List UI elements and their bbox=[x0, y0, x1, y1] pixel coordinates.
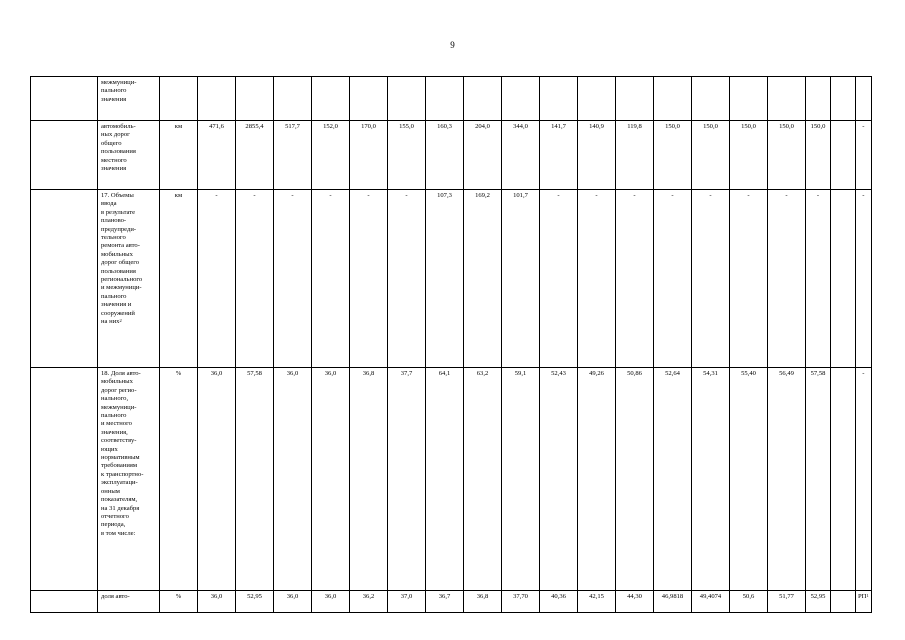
unit-cell: % bbox=[160, 368, 198, 591]
value-cell: 51,77 bbox=[768, 591, 806, 613]
note-cell: - bbox=[856, 190, 872, 368]
value-cell: 150,0 bbox=[692, 121, 730, 190]
value-cell: 52,95 bbox=[236, 591, 274, 613]
value-cell: 2855,4 bbox=[236, 121, 274, 190]
value-cell bbox=[426, 77, 464, 121]
indicator-name-line: межмуници- bbox=[101, 403, 137, 411]
value-cell: 101,7 bbox=[502, 190, 540, 368]
value-cell bbox=[198, 77, 236, 121]
value-cell: 170,0 bbox=[350, 121, 388, 190]
value-cell: 36,0 bbox=[198, 591, 236, 613]
value-cell: 49,4074 bbox=[692, 591, 730, 613]
value-cell: - bbox=[198, 190, 236, 368]
indicator-name-cell bbox=[98, 190, 160, 368]
indicator-name-line: соответству- bbox=[101, 437, 137, 445]
indicator-name-line: значения, bbox=[101, 428, 128, 436]
value-cell: 160,3 bbox=[426, 121, 464, 190]
value-cell: 204,0 bbox=[464, 121, 502, 190]
value-cell: 155,0 bbox=[388, 121, 426, 190]
indicator-name-line: 18. Доля авто- bbox=[101, 370, 141, 377]
indicator-name-line: межмуници- bbox=[101, 79, 137, 86]
row-blank-cell bbox=[31, 121, 98, 190]
indicator-name-line: дорог регио- bbox=[101, 386, 137, 394]
unit-cell: км bbox=[160, 190, 198, 368]
value-cell: 150,0 bbox=[730, 121, 768, 190]
value-cell: 36,0 bbox=[198, 368, 236, 591]
value-cell bbox=[540, 77, 578, 121]
value-cell: 36,0 bbox=[312, 368, 350, 591]
value-cell bbox=[831, 77, 856, 121]
value-cell: 50,6 bbox=[730, 591, 768, 613]
value-cell: 37,70 bbox=[502, 591, 540, 613]
value-cell: 52,64 bbox=[654, 368, 692, 591]
indicator-name-line: требованиям bbox=[101, 462, 138, 470]
value-cell: 44,30 bbox=[616, 591, 654, 613]
indicator-name-line: периода, bbox=[101, 521, 126, 529]
indicators-table bbox=[30, 76, 872, 613]
indicator-name-line: пального bbox=[101, 412, 127, 420]
indicator-name-line: ных дорог bbox=[101, 131, 130, 139]
indicator-name-cell bbox=[98, 121, 160, 190]
value-cell bbox=[312, 77, 350, 121]
value-cell: 36,8 bbox=[350, 368, 388, 591]
value-cell: - bbox=[654, 190, 692, 368]
value-cell: - bbox=[692, 190, 730, 368]
value-cell bbox=[464, 77, 502, 121]
footnote-marker: 1 bbox=[866, 593, 869, 598]
value-cell: - bbox=[730, 190, 768, 368]
indicator-name-line: на них bbox=[101, 318, 120, 326]
indicator-name-line: мобильных bbox=[101, 378, 133, 386]
table-row bbox=[31, 591, 872, 613]
note-cell bbox=[856, 77, 872, 121]
indicator-name-line: автомобиль- bbox=[101, 123, 136, 130]
value-cell: 46,9818 bbox=[654, 591, 692, 613]
indicator-name-line: ющих bbox=[101, 445, 118, 453]
value-cell: 40,36 bbox=[540, 591, 578, 613]
value-cell: - bbox=[578, 190, 616, 368]
unit-cell: % bbox=[160, 591, 198, 613]
value-cell: 52,95 bbox=[806, 591, 831, 613]
indicator-name-cell bbox=[98, 368, 160, 591]
indicator-name-line: значения bbox=[101, 165, 127, 173]
indicator-name-line: эксплуатаци- bbox=[101, 479, 138, 487]
indicator-name-line: онным bbox=[101, 487, 120, 495]
value-cell: 52,43 bbox=[540, 368, 578, 591]
value-cell: 42,15 bbox=[578, 591, 616, 613]
indicator-name-line: пального bbox=[101, 87, 127, 95]
unit-cell bbox=[160, 77, 198, 121]
value-cell: 141,7 bbox=[540, 121, 578, 190]
indicator-name-line: в том числе: bbox=[101, 529, 136, 537]
value-cell bbox=[616, 77, 654, 121]
value-cell bbox=[692, 77, 730, 121]
value-cell: 56,49 bbox=[768, 368, 806, 591]
value-cell: 140,9 bbox=[578, 121, 616, 190]
value-cell: 36,0 bbox=[312, 591, 350, 613]
value-cell bbox=[831, 368, 856, 591]
indicator-name-line: на 31 декабря bbox=[101, 504, 140, 512]
indicator-name-line: тельного bbox=[101, 234, 126, 242]
value-cell: 119,8 bbox=[616, 121, 654, 190]
value-cell: 55,40 bbox=[730, 368, 768, 591]
value-cell: 152,0 bbox=[312, 121, 350, 190]
value-cell: 150,0 bbox=[768, 121, 806, 190]
indicator-name-line: доля авто- bbox=[101, 593, 130, 600]
value-cell bbox=[350, 77, 388, 121]
value-cell bbox=[236, 77, 274, 121]
value-cell bbox=[831, 591, 856, 613]
indicator-name-line: значения и bbox=[101, 301, 132, 309]
indicator-name-line: нормативным bbox=[101, 454, 140, 462]
indicator-name-line: и межмуници- bbox=[101, 284, 142, 292]
value-cell: 50,86 bbox=[616, 368, 654, 591]
value-cell bbox=[806, 77, 831, 121]
indicator-name-line: 17. Объемы bbox=[101, 192, 134, 199]
indicator-name-cell bbox=[98, 591, 160, 613]
value-cell: - bbox=[806, 190, 831, 368]
indicator-name-line: мобильных bbox=[101, 250, 133, 258]
indicator-name-line: сооружений bbox=[101, 309, 135, 317]
indicator-name-line: общего bbox=[101, 139, 122, 147]
value-cell: - bbox=[312, 190, 350, 368]
indicator-name-line: значения bbox=[101, 95, 127, 103]
value-cell bbox=[388, 77, 426, 121]
table-row bbox=[31, 368, 872, 591]
value-cell: 36,2 bbox=[350, 591, 388, 613]
footnote-marker: 2 bbox=[119, 318, 122, 324]
value-cell: - bbox=[616, 190, 654, 368]
value-cell: 169,2 bbox=[464, 190, 502, 368]
value-cell: 36,8 bbox=[464, 591, 502, 613]
page-number: 9 bbox=[450, 40, 455, 50]
indicator-name-line: к транспортно- bbox=[101, 470, 144, 478]
value-cell: - bbox=[274, 190, 312, 368]
value-cell: 49,26 bbox=[578, 368, 616, 591]
table-row bbox=[31, 121, 872, 190]
value-cell bbox=[578, 77, 616, 121]
indicator-name-line: в результате bbox=[101, 208, 136, 216]
value-cell: 57,58 bbox=[806, 368, 831, 591]
row-blank-cell bbox=[31, 591, 98, 613]
indicator-name-line: и местного bbox=[101, 420, 132, 428]
value-cell bbox=[768, 77, 806, 121]
unit-cell: км bbox=[160, 121, 198, 190]
row-blank-cell bbox=[31, 368, 98, 591]
indicator-name-line: регионального bbox=[101, 276, 143, 284]
value-cell: 54,31 bbox=[692, 368, 730, 591]
value-cell: 36,0 bbox=[274, 368, 312, 591]
value-cell: 64,1 bbox=[426, 368, 464, 591]
value-cell: 37,0 bbox=[388, 591, 426, 613]
value-cell: - bbox=[388, 190, 426, 368]
indicator-name-line: предупреди- bbox=[101, 225, 137, 233]
value-cell: 63,2 bbox=[464, 368, 502, 591]
value-cell: 517,7 bbox=[274, 121, 312, 190]
value-cell: - bbox=[350, 190, 388, 368]
value-cell bbox=[274, 77, 312, 121]
value-cell: 344,0 bbox=[502, 121, 540, 190]
value-cell: 57,58 bbox=[236, 368, 274, 591]
value-cell: 36,0 bbox=[274, 591, 312, 613]
indicator-name-line: пального bbox=[101, 292, 127, 300]
value-cell: - bbox=[768, 190, 806, 368]
indicator-name-line: отчетного bbox=[101, 512, 129, 520]
indicator-name-line: ввода bbox=[101, 200, 117, 208]
indicator-name-line: показателям, bbox=[101, 496, 138, 504]
value-cell: - bbox=[540, 190, 578, 368]
note-cell: $РП^1$ bbox=[856, 591, 872, 613]
value-cell: 107,3 bbox=[426, 190, 464, 368]
value-cell: 150,0 bbox=[654, 121, 692, 190]
note-cell: - bbox=[856, 368, 872, 591]
value-cell bbox=[654, 77, 692, 121]
row-blank-cell bbox=[31, 77, 98, 121]
indicator-name-line: местного bbox=[101, 156, 127, 164]
indicator-name-line: планово- bbox=[101, 217, 127, 225]
value-cell: 59,1 bbox=[502, 368, 540, 591]
value-cell: 37,7 bbox=[388, 368, 426, 591]
value-cell bbox=[831, 190, 856, 368]
indicator-name-line: ремонта авто- bbox=[101, 242, 140, 250]
indicator-name-line: пользования bbox=[101, 148, 136, 156]
value-cell bbox=[831, 121, 856, 190]
indicator-name-cell bbox=[98, 77, 160, 121]
indicator-name-line: пользования bbox=[101, 267, 136, 275]
value-cell: 36,7 bbox=[426, 591, 464, 613]
row-blank-cell bbox=[31, 190, 98, 368]
value-cell bbox=[730, 77, 768, 121]
table-row bbox=[31, 77, 872, 121]
indicator-name-line: дорог общего bbox=[101, 259, 140, 267]
value-cell: - bbox=[236, 190, 274, 368]
note-cell: - bbox=[856, 121, 872, 190]
table-row bbox=[31, 190, 872, 368]
value-cell: 150,0 bbox=[806, 121, 831, 190]
indicator-name-line: нального, bbox=[101, 395, 129, 403]
value-cell: 471,6 bbox=[198, 121, 236, 190]
value-cell bbox=[502, 77, 540, 121]
